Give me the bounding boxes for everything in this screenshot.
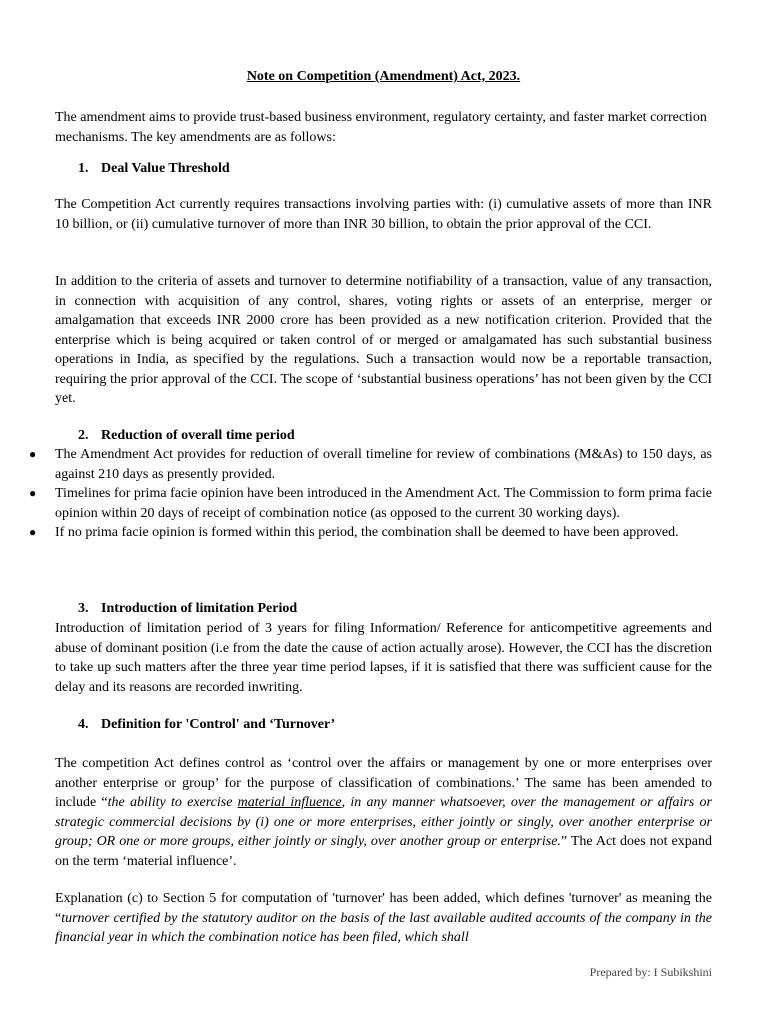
bullet-icon: ● — [29, 525, 37, 539]
section-3-number: 3. — [78, 601, 89, 616]
section-4-number: 4. — [78, 717, 89, 732]
section-1-paragraph-2: In addition to the criteria of assets and turnover to determine notifiability of a transaction, value of any transaction, in connection with acquisition of any control, shares, voting rights or assets of an enterprise, merger or amalgamation that exceeds INR 2000 crore has been provided as a new notification criterion. Provided that the enterprise which is being acquired or taken control of or merged or amalgamated has such substantial business operations in India, as specified by the regulations. Such a transaction would now be a reportable transaction, requiring the prior approval of the CCI. The scope of ‘substantial business operations’ has not been given by the CCI yet. — [55, 274, 712, 406]
section-1-heading — [78, 160, 230, 178]
section-2-number: 2. — [78, 428, 89, 443]
section-3-heading — [78, 600, 297, 618]
section-2-bullet-list — [29, 445, 712, 543]
section-2-heading — [78, 427, 295, 445]
list-item: ● Timelines for prima facie opinion have been introduced in the Amendment Act. The Commission to form prima facie opinion within 20 days of receipt of combination notice (as opposed to the current 30 working days). — [29, 486, 712, 521]
section-1-number: 1. — [78, 161, 89, 176]
turnover-definition-paragraph: Explanation (c) to Section 5 for computation of 'turnover' has been added, which defines 'turnover' as meaning the “turnover certified by the statutory auditor on the basis of the last available audited accounts of the company in the financial year in which the combination notice has been filed, which shall — [55, 891, 712, 945]
intro-paragraph: The amendment aims to provide trust-based business environment, regulatory certainty, and faster market correction mechanisms. The key amendments are as follows: — [55, 110, 707, 145]
list-item: ● If no prima facie opinion is formed within this period, the combination shall be deemed to have been approved. — [55, 523, 712, 543]
section-1-paragraph-1: The Competition Act currently requires transactions involving parties with: (i) cumulative assets of more than INR 10 billion, or (ii) cumulative turnover of more than INR 30 billion, to obtain the prior approval of the CCI. — [55, 197, 712, 232]
list-item: ● The Amendment Act provides for reduction of overall timeline for review of combinations (M&As) to 150 days, as against 210 days as presently provided. — [29, 447, 712, 482]
document-title: Note on Competition (Amendment) Act, 2023. — [246, 69, 521, 84]
section-2-title: Reduction of overall time period — [101, 428, 295, 443]
section-3-paragraph: Introduction of limitation period of 3 years for filing Information/ Reference for anticompetitive agreements and abuse of dominant position (i.e from the date the cause of action actually arose). However, the CCI has the discretion to take up such matters after the three year time period lapses, if it is satisfied that there was sufficient cause for the delay and its reasons are recorded inwriting. — [55, 621, 712, 695]
footer-prepared-by: Prepared by: I Subikshini — [589, 965, 712, 979]
section-1-title: Deal Value Threshold — [101, 161, 230, 176]
material-influence-term: material influence — [237, 795, 342, 810]
section-4-heading — [78, 716, 335, 734]
bullet-icon: ● — [29, 447, 37, 461]
section-4-title: Definition for 'Control' and ‘Turnover’ — [101, 717, 336, 732]
control-definition-paragraph: The competition Act defines control as ‘control over the affairs or management by one or more enterprises over another enterprise or group’ for the purpose of classification of combinations.’ The same has been amended to include “the ability to exercise material influence, in any manner whatsoever, over the management or affairs or strategic commercial decisions by (i) one or more enterprises, either jointly or singly, over another enterprise or group; OR one or more groups, either jointly or singly, over another group or enterprise.” The Act does not expand on the term ‘material influence’. — [55, 756, 712, 869]
section-3-title: Introduction of limitation Period — [101, 601, 298, 616]
bullet-icon: ● — [29, 486, 37, 500]
